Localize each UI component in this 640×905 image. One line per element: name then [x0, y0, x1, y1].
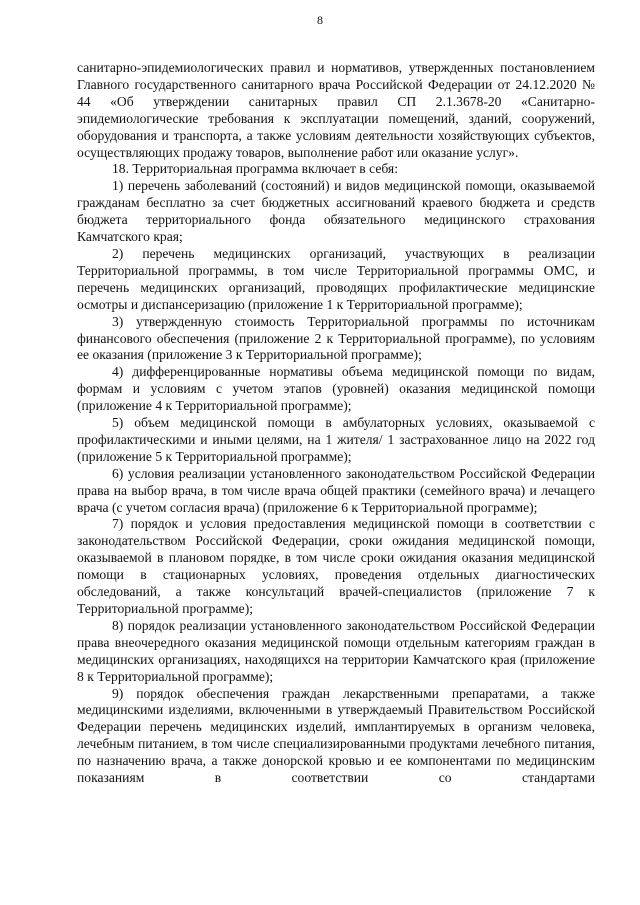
paragraph-subitem-2: 2) перечень медицинских организаций, участвующих в реализации Территориальной программы, в том числе Территориальной программы ОМС, и перечень медицинских организаций, проводящих профилактические медицинские осмотры и диспансеризацию (приложение 1 к Территориальной программе);: [77, 245, 595, 312]
paragraph-subitem-1: 1) перечень заболеваний (состояний) и видов медицинской помощи, оказываемой гражданам бесплатно за счет бюджетных ассигнований краевого бюджета и средств бюджета территориального фонда обязательного медицинского страхования Камчатского края;: [77, 178, 595, 245]
paragraph-subitem-3: 3) утвержденную стоимость Территориальной программы по источникам финансового обеспечения (приложение 2 к Территориальной программе), по условиям ее оказания (приложение 3 к Территориальной программе);: [77, 313, 595, 363]
paragraph-subitem-4: 4) дифференцированные нормативы объема медицинской помощи по видам, формам и условиям с учетом этапов (уровней) оказания медицинской помощи (приложение 4 к Территориальной программе);: [77, 364, 595, 414]
document-body: [77, 60, 595, 787]
paragraph-item-18: 18. Территориальная программа включает в себя:: [112, 161, 398, 177]
paragraph-subitem-5: 5) объем медицинской помощи в амбулаторных условиях, оказываемой с профилактическими и иными целями, на 1 жителя/ 1 застрахованное лицо на 2022 год (приложение 5 к Территориальной программе);: [77, 415, 595, 464]
page-number: 8: [317, 13, 323, 27]
paragraph-subitem-6: 6) условия реализации установленного законодательством Российской Федерации права на выбор врача, в том числе врача общей практики (семейного врача) и лечащего врача (с учетом согласия врача) (приложение 6 к Территориальной программе);: [77, 465, 595, 515]
paragraph-subitem-7: 7) порядок и условия предоставления медицинской помощи в соответствии с законодательством Российской Федерации, сроки ожидания медицинской помощи, оказываемой в плановом порядке, в том числе сроки ожидания оказания медицинской помощи в стационарных условиях, проведения отдельных диагностических обследований, а также консультаций врачей-специалистов (приложение 7 к Территориальной программе);: [77, 516, 595, 616]
paragraph-subitem-9: 9) порядок обеспечения граждан лекарственными препаратами, а также медицинскими изделиями, включенными в утверждаемый Правительством Российской Федерации перечень медицинских изделий, имплантируемых в организм человека, лечебным питанием, в том числе специализированными продуктами лечебного питания, по назначению врача, а также донорской кровью и ее компонентами по медицинским показаниям в соответствии со стандартами: [77, 685, 595, 786]
paragraph-subitem-8: 8) порядок реализации установленного законодательством Российской Федерации права внеочередного оказания медицинской помощи отдельным категориям граждан в медицинских организациях, находящихся на территории Камчатского края (приложение 8 к Территориальной программе);: [77, 617, 595, 684]
paragraph-continuation: санитарно-эпидемиологических правил и нормативов, утвержденных постановлением Главного государственного санитарного врача Российской Федерации от 24.12.2020 № 44 «Об утверждении санитарных правил СП 2.1.3678-20 «Санитарно-эпидемиологические требования к эксплуатации помещений, зданий, сооружений, оборудования и транспорта, а также условиям деятельности хозяйствующих субъектов, осуществляющих продажу товаров, выполнение работ или оказание услуг».: [77, 60, 595, 160]
